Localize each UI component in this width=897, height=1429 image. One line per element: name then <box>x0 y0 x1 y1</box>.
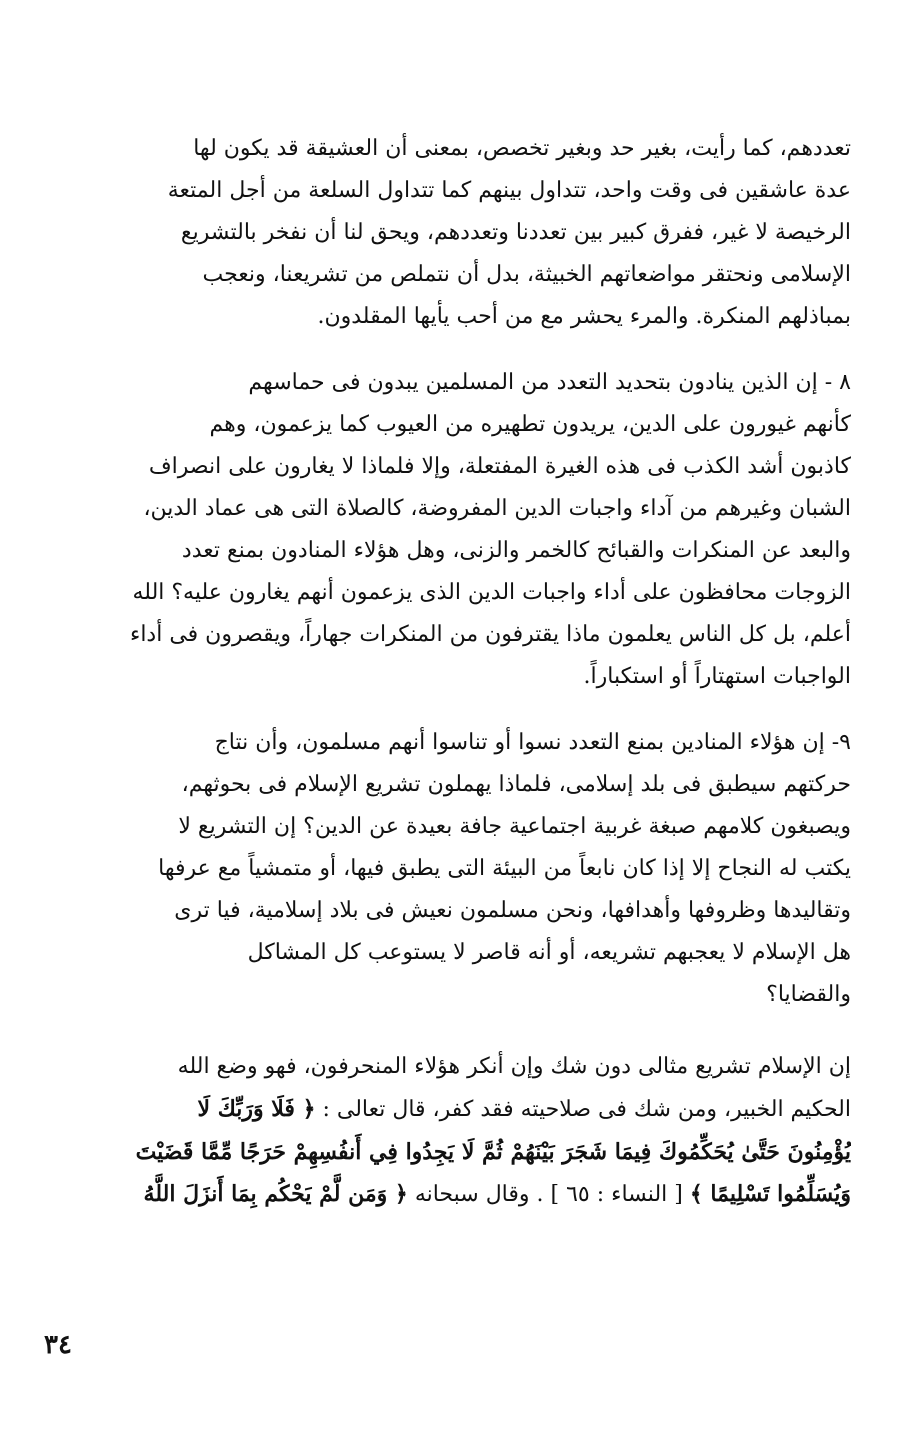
text-line: يكتب له النجاح إلا إذا كان نابعاً من البيئة التى يطبق فيها، أو متمشياً مع عرفها <box>158 856 851 881</box>
text-line: والبعد عن المنكرات والقبائح كالخمر والزنى، وهل هؤلاء المنادون بمنع تعدد <box>181 538 851 563</box>
text-line <box>34 1173 851 1216</box>
paragraph-8 <box>34 362 851 698</box>
text-line <box>34 1088 851 1131</box>
text-line: عدة عاشقين فى وقت واحد، تتداول بينهم كما تتداول السلعة من أجل المتعة <box>167 178 851 203</box>
text-line: إن الإسلام تشريع مثالى دون شك وإن أنكر هؤلاء المنحرفون، فهو وضع الله <box>177 1054 851 1079</box>
text-segment: الحكيم الخبير، ومن شك فى صلاحيته فقد كفر، قال تعالى : <box>322 1097 851 1122</box>
quran-verse-line: يُؤْمِنُونَ حَتَّىٰ يُحَكِّمُوكَ فِيمَا شَجَرَ بَيْنَهُمْ ثُمَّ لَا يَجِدُوا فِي أَنفُسِهِمْ حَرَجًا مِّمَّا قَضَيْتَ <box>135 1139 851 1165</box>
text-line: وتقاليدها وظروفها وأهدافها، ونحن مسلمون نعيش فى بلاد إسلامية، فيا ترى <box>174 898 851 923</box>
verse-citation: [ النساء : ٦٥ ] . وقال سبحانه <box>414 1182 683 1207</box>
text-line: حركتهم سيطبق فى بلد إسلامى، فلماذا يهملون تشريع الإسلام فى بحوثهم، <box>181 772 851 797</box>
text-line: كاذبون أشد الكذب فى هذه الغيرة المفتعلة، وإلا فلماذا لا يغارون على انصراف <box>148 454 851 479</box>
paragraph-1 <box>34 128 851 338</box>
body-text <box>34 128 851 1216</box>
text-line: أعلم، بل كل الناس يعلمون ماذا يقترفون من المنكرات جهاراً، ويقصرون فى أداء <box>129 622 851 647</box>
text-line: ويصبغون كلامهم صبغة غربية اجتماعية جافة بعيدة عن الدين؟ إن التشريع لا <box>178 814 851 839</box>
text-line: الزوجات محافظون على أداء واجبات الدين الذى يزعمون أنهم يغارون عليه؟ الله <box>132 580 851 605</box>
text-line: بمباذلهم المنكرة. والمرء يحشر مع من أحب يأيها المقلدون. <box>317 304 851 329</box>
text-line: تعددهم، كما رأيت، بغير حد وبغير تخصص، بمعنى أن العشيقة قد يكون لها <box>193 136 851 161</box>
quran-verse: ﴿ وَمَن لَّمْ يَحْكُم بِمَا أَنزَلَ اللَّهُ <box>143 1181 408 1207</box>
paragraph-9 <box>34 722 851 1016</box>
text-line: هل الإسلام لا يعجبهم تشريعه، أو أنه قاصر لا يستوعب كل المشاكل <box>247 940 851 965</box>
text-line: والقضايا؟ <box>766 982 851 1007</box>
quran-verse: وَيُسَلِّمُوا تَسْلِيمًا ﴾ <box>689 1181 851 1207</box>
quran-verse: ﴿ فَلَا وَرَبِّكَ لَا <box>197 1096 316 1122</box>
text-line: الواجبات استهتاراً أو استكباراً. <box>583 664 851 689</box>
text-line: ٩- إن هؤلاء المنادين بمنع التعدد نسوا أو تناسوا أنهم مسلمون، وأن نتاج <box>214 730 851 755</box>
text-line: الإسلامى ونحتقر مواضعاتهم الخبيثة، بدل أن نتملص من تشريعنا، ونعجب <box>202 262 851 287</box>
text-line: كأنهم غيورون على الدين، يريدون تطهيره من العيوب كما يزعمون، وهم <box>209 412 851 437</box>
page-number: ٣٤ <box>44 1330 72 1360</box>
paragraph-islam <box>34 1046 851 1216</box>
text-line: الرخيصة لا غير، ففرق كبير بين تعددنا وتعددهم، ويحق لنا أن نفخر بالتشريع <box>180 220 851 245</box>
text-line: الشبان وغيرهم من آداء واجبات الدين المفروضة، كالصلاة التى هى عماد الدين، <box>143 496 851 521</box>
text-line: ٨ - إن الذين ينادون بتحديد التعدد من المسلمين يبدون فى حماسهم <box>248 370 851 395</box>
